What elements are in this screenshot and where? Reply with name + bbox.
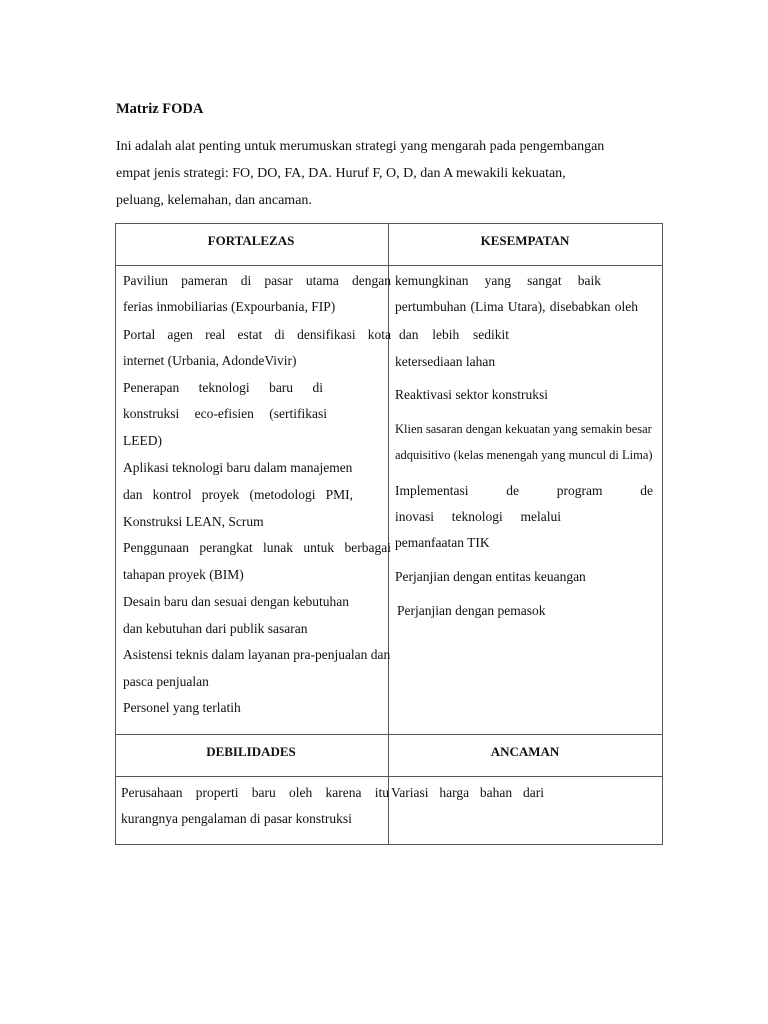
opportunity-line: Perjanjian dengan entitas keuangan [395,569,586,584]
swot-table [115,223,663,845]
strength-line: Paviliun pameran di pasar utama dengan [123,273,391,288]
strength-line: Konstruksi LEAN, Scrum [123,514,264,529]
intro-line: empat jenis strategi: FO, DO, FA, DA. Huruf F, O, D, dan A mewakili kekuatan, [116,166,566,181]
strength-line: Portal agen real estat di densifikasi kota [123,327,391,342]
strength-line: Asistensi teknis dalam layanan pra-penjualan dan [123,647,391,662]
strength-line: konstruksi eco-efisien (sertifikasi [123,406,327,421]
opportunity-line: inovasi teknologi melalui [395,509,561,524]
weakness-line: kurangnya pengalaman di pasar konstruksi [121,811,352,826]
opportunity-line: kemungkinan yang sangat baik [395,273,601,288]
opportunity-line: adquisitivo (kelas menengah yang muncul di Lima) [395,448,653,462]
strength-line: internet (Urbania, AdondeVivir) [123,353,297,368]
strength-line: Desain baru dan sesuai dengan kebutuhan [123,594,350,609]
intro-paragraph [116,133,656,214]
header-threats: ANCAMAN [490,744,560,759]
strength-line: Personel yang terlatih [123,700,241,715]
intro-line: peluang, kelemahan, dan ancaman. [116,193,312,208]
strength-line: tahapan proyek (BIM) [123,567,244,582]
strength-line: dan kebutuhan dari publik sasaran [123,621,308,636]
strength-line: pasca penjualan [123,674,209,689]
strength-line: ferias inmobiliarias (Expourbania, FIP) [123,299,336,314]
opportunity-line: Klien sasaran dengan kekuatan yang semakin besar [395,422,652,436]
opportunity-line: ketersediaan lahan [395,354,496,369]
table-divider [115,734,663,735]
table-border-bottom [115,844,663,845]
strength-line: Penggunaan perangkat lunak untuk berbagai [123,540,391,555]
table-border-top [115,223,663,224]
strength-line: dan kontrol proyek (metodologi PMI, [123,487,353,502]
opportunity-line: Reaktivasi sektor konstruksi [395,387,548,402]
document-title: Matriz FODA [116,101,204,117]
strength-line: LEED) [123,433,162,448]
strength-line: Aplikasi teknologi baru dalam manajemen [123,460,353,475]
threat-line: Variasi harga bahan dari [391,785,544,800]
opportunity-line: Perjanjian dengan pemasok [397,603,546,618]
header-strengths: FORTALEZAS [207,233,295,248]
opportunity-line: dan lebih sedikit [399,327,509,342]
opportunity-line: Implementasi de program de [395,483,653,498]
intro-line: Ini adalah alat penting untuk merumuskan strategi yang mengarah pada pengembangan [116,139,605,154]
strength-line: Penerapan teknologi baru di [123,380,323,395]
table-divider [115,265,663,266]
header-weaknesses: DEBILIDADES [206,744,296,759]
weakness-line: Perusahaan properti baru oleh karena itu [121,785,389,800]
opportunity-line: pemanfaatan TIK [395,535,490,550]
header-opportunities: KESEMPATAN [480,233,570,248]
table-border-right [662,223,663,845]
opportunity-line: pertumbuhan (Lima Utara), disebabkan oleh [395,299,638,314]
table-divider [115,776,663,777]
